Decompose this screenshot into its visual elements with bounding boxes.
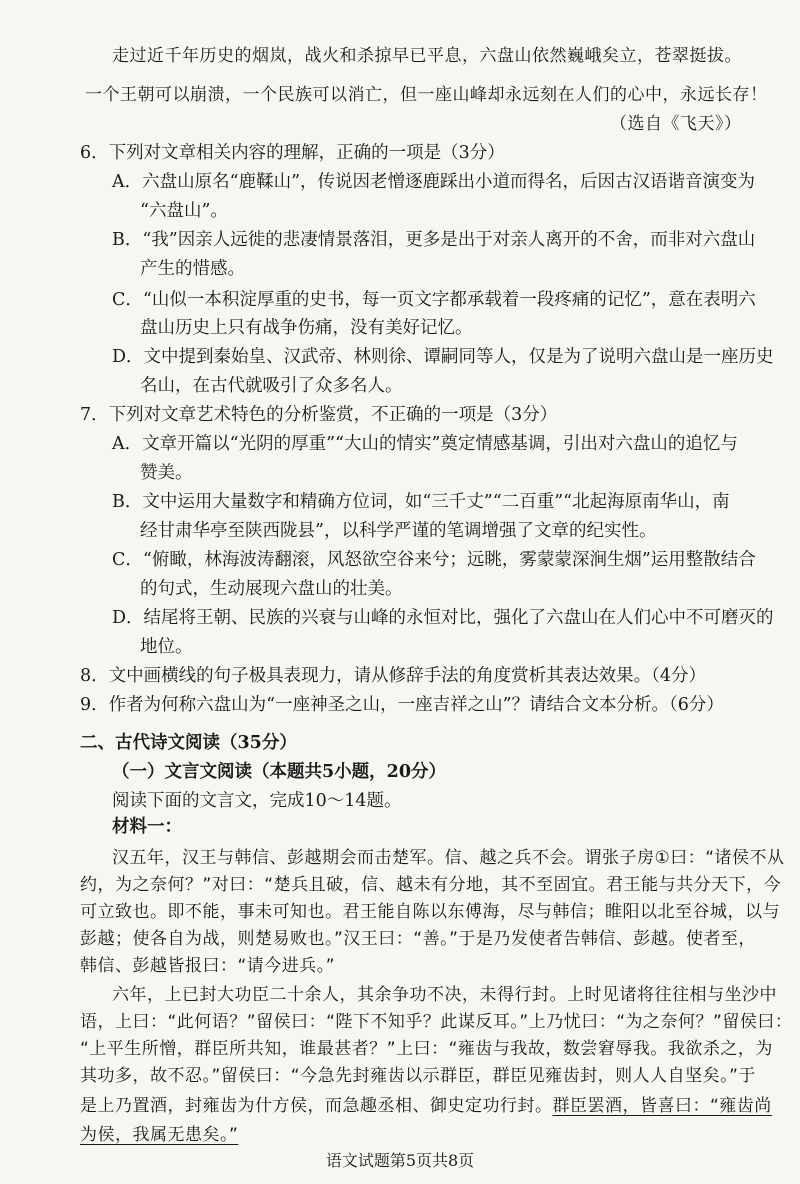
underlined-sentence: 群臣罢酒，皆喜曰：“雍齿尚 [552, 1096, 772, 1116]
instruction: 阅读下面的文言文，完成10～14题。 [112, 791, 402, 811]
classical-line: 其功多，故不忍。”留侯曰：“今急先封雍齿以示群臣，群臣见雍齿封，则人人自坚矣。”于 [80, 1066, 756, 1086]
q6-option-c: C．“山似一本积淀厚重的史书，每一页文字都承载着一段疼痛的记忆”，意在表明六 [112, 290, 756, 310]
classical-line: 汉五年，汉王与韩信、彭越期会而击楚军。信、越之兵不会。谓张子房①曰：“诸侯不从 [112, 848, 785, 868]
passage-line: 一个王朝可以崩溃，一个民族可以消亡，但一座山峰却永远刻在人们的心中，永远长存！ [85, 85, 768, 105]
classical-line: 六年，上已封大功臣二十余人，其余争功不决，未得行封。上时见诸将往往相与坐沙中 [112, 985, 777, 1005]
classical-line: 韩信、彭越皆报曰：“请今进兵。” [80, 956, 336, 976]
q6-option-d: D．文中提到秦始皇、汉武帝、林则徐、谭嗣同等人，仅是为了说明六盘山是一座历史 [112, 347, 774, 367]
passage-line: 走过近千年历史的烟岚，战火和杀掠早已平息，六盘山依然巍峨矣立，苍翠挺拔。 [112, 46, 742, 66]
question-7-stem: 7．下列对文章艺术特色的分析鉴赏，不正确的一项是（3分） [80, 405, 558, 425]
underlined-sentence-end: 为侯，我属无患矣。” [80, 1125, 239, 1145]
classical-line: 彭越；使各自为战，则楚易败也。”汉王曰：“善。”于是乃发使者告韩信、彭越。使者至， [80, 929, 756, 949]
question-9: 9．作者为何称六盘山为“一座神圣之山，一座吉祥之山”？请结合文本分析。（6分） [80, 695, 724, 715]
classical-text: 是上乃置酒，封雍齿为什方侯，而急趣丞相、御史定功行封。 [80, 1096, 553, 1116]
classical-line: 可立致也。即不能，事未可知也。君王能自陈以东傅海，尽与韩信；睢阳以北至谷城，以与 [80, 902, 780, 922]
subsection-title: （一）文言文阅读（本题共5小题，20分） [112, 762, 447, 782]
q7-option-a: A．文章开篇以“光阴的厚重”“大山的情实”奠定情感基调，引出对六盘山的追忆与 [112, 434, 738, 454]
question-8: 8．文中画横线的句子极具表现力，请从修辞手法的角度赏析其表达效果。（4分） [80, 666, 707, 686]
q6-option-c-cont: 盘山历史上只有战争伤痛，没有美好记忆。 [140, 318, 473, 338]
section-2-title: 二、古代诗文阅读（35分） [80, 733, 297, 753]
q7-option-d: D．结尾将王朝、民族的兴衰与山峰的永恒对比，强化了六盘山在人们心中不可磨灭的 [112, 608, 774, 628]
classical-line: 语，上曰：“此何语？”留侯曰：“陛下不知乎？此谋反耳。”上乃忧曰：“为之奈何？”留侯曰： [80, 1012, 793, 1032]
q7-option-d-cont: 地位。 [140, 637, 193, 657]
classical-line: 约，为之奈何？”对曰：“楚兵且破，信、越未有分地，其不至固宜。君王能与共分天下，今 [80, 875, 782, 895]
q6-option-d-cont: 名山，在古代就吸引了众多名人。 [140, 376, 403, 396]
q6-option-b: B．“我”因亲人远徙的悲凄情景落泪，更多是出于对亲人离开的不舍，而非对六盘山 [112, 230, 756, 250]
classical-line [80, 1094, 772, 1118]
q6-option-b-cont: 产生的惜感。 [140, 259, 245, 279]
q7-option-c: C．“俯瞰，林海波涛翻滚，风怒欲空谷来兮；远眺，雾蒙蒙深涧生烟”运用整散结合 [112, 550, 756, 570]
q6-option-a: A．六盘山原名“鹿鞣山”，传说因老憎逐鹿踩出小道而得名，后因古汉语谐音演变为 [112, 172, 756, 192]
question-6-stem: 6．下列对文章相关内容的理解，正确的一项是（3分） [80, 143, 505, 163]
material-label: 材料一： [112, 817, 182, 837]
q6-option-a-cont: “六盘山”。 [140, 201, 228, 221]
page-footer: 语文试题第5页共8页 [325, 1151, 475, 1170]
passage-source: （选自《飞天》） [610, 114, 742, 134]
q7-option-c-cont: 的句式，生动展现六盘山的壮美。 [140, 579, 403, 599]
q7-option-b: B．文中运用大量数字和精确方位词，如“三千丈”“二百重”“北起海原南华山，南 [112, 492, 730, 512]
q7-option-b-cont: 经甘肃华亭至陕西陇县”，以科学严谨的笔调增强了文章的纪实性。 [140, 521, 657, 541]
q7-option-a-cont: 赞美。 [140, 463, 193, 483]
classical-line: “上平生所憎，群臣所共知，谁最甚者？”上曰：“雍齿与我故，数尝窘辱我。我欲杀之，为 [80, 1039, 773, 1059]
